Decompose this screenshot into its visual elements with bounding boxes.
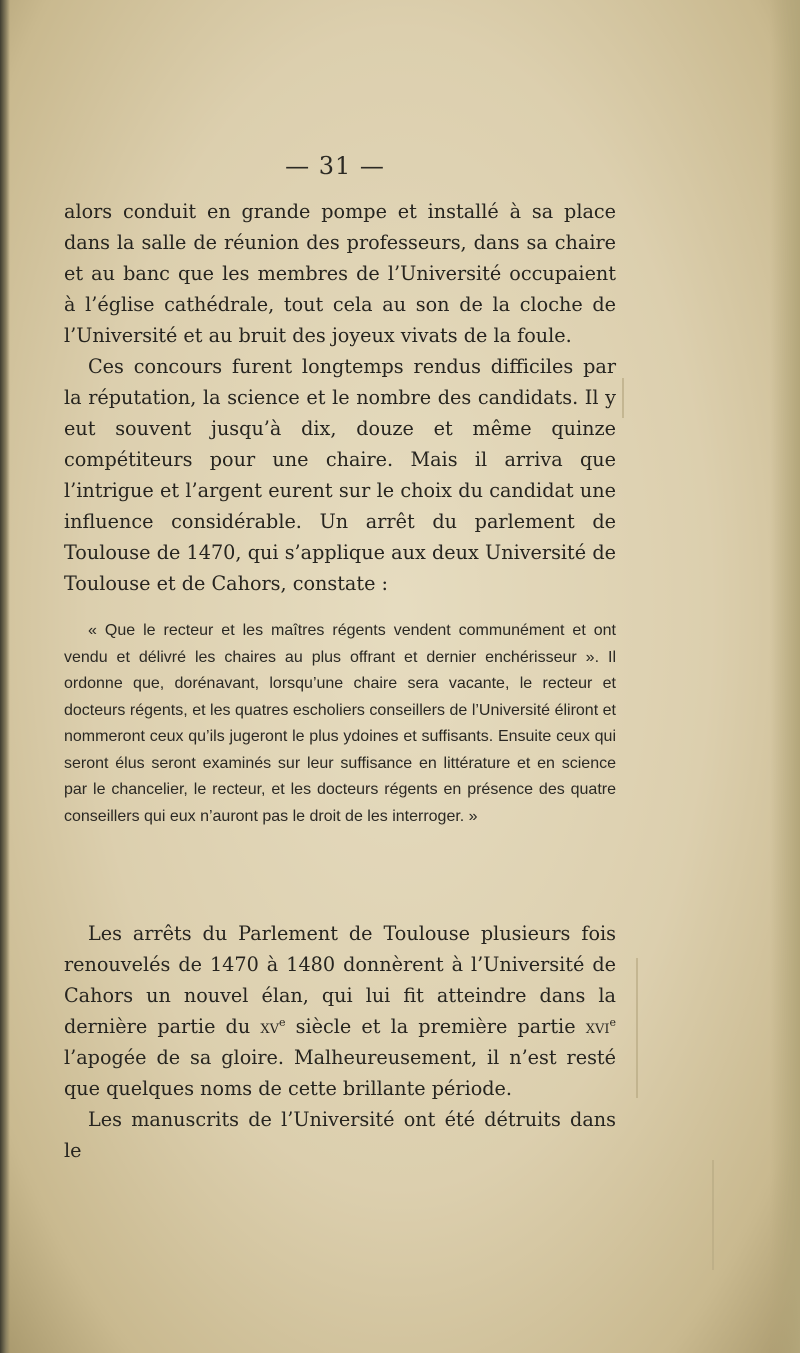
paragraph-3-part-2: siècle et la première partie [285,1015,586,1038]
paragraph-3 [64,918,616,1104]
margin-mark [712,1160,714,1270]
body-text-top [64,196,616,599]
margin-mark [622,378,624,418]
page-number: — 31 — [285,152,385,180]
page-edge [770,0,800,1353]
paragraph-4: Les manuscrits de l’Université ont été détruits dans le [64,1108,616,1162]
paragraph-3-part-1: Les arrêts du Parlement de Toulouse plusieurs fois renouvelés de 1470 à 1480 donnèrent à l’Université de Cahors un nouvel élan, qui lui fit atteindre dans la dernière partie du [64,922,616,1038]
paragraph-3-part-3: l’apogée de sa gloire. Malheureusement, il n’est resté que quelques noms de cette brillante période. [64,1046,616,1100]
paragraph-2: Ces concours furent longtemps rendus difficiles par la réputation, la science et le nombre des candidats. Il y eut souvent jusqu’à dix, douze et même quinze compétiteurs pour une chaire. Mais il arriva que l’intrigue et l’argent eurent sur le choix du candidat une influence considérable. Un arrêt du parlement de Toulouse de 1470, qui s’applique aux deux Université de Toulouse et de Cahors, constate : [64,355,616,595]
block-quote: « Que le recteur et les maîtres régents vendent communément et ont vendu et délivré les chaires au plus offrant et dernier enchérisseur ». Il ordonne que, dorénavant, lorsqu’une chaire sera vacante, le recteur et docteurs régents, et les quatres escholiers conseillers de l’Université éliront et nommeront ceux qu’ils jugeront le plus ydoines et suffisants. Ensuite ceux qui seront élus seront examinés sur leur suffisance en littérature et en science par le chancelier, le recteur, et les docteurs régents en présence des quatre conseillers qui eux n’auront pas le droit de les interroger. » [64,622,616,825]
body-text-bottom [64,918,616,1166]
ordinal-suffix-2: e [609,1016,616,1029]
book-spine-shadow [0,0,10,1353]
century-xv: xv [260,1015,279,1038]
margin-mark [636,958,638,1098]
paragraph-1: alors conduit en grande pompe et installé à sa place dans la salle de réunion des professeurs, dans sa chaire et au banc que les membres de l’Université occupaient à l’église cathédrale, tout cela au son de la cloche de l’Université et au bruit des joyeux vivats de la foule. [64,200,616,347]
century-xvi: xvi [585,1015,610,1038]
ordinal-suffix-1: e [279,1016,286,1029]
